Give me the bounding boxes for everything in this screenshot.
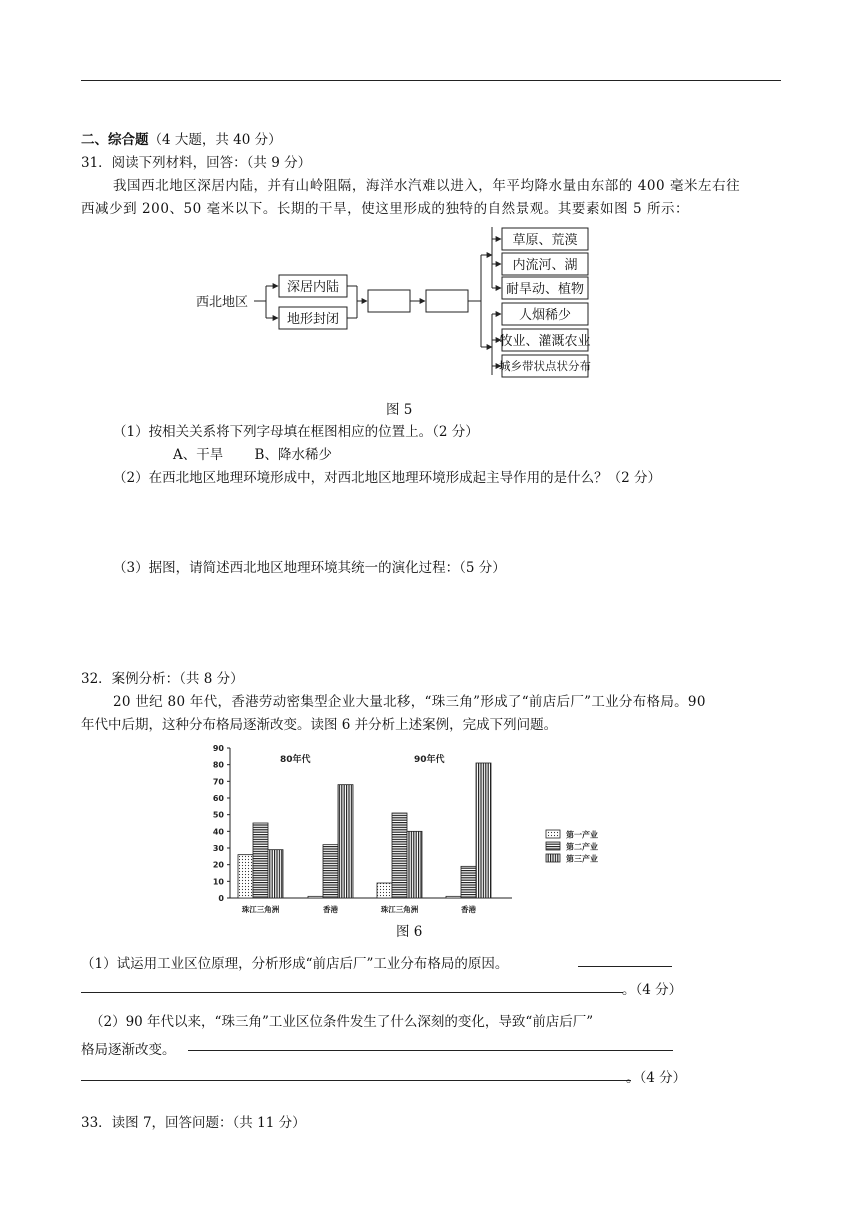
bar [308,896,323,898]
x-category-label: 珠江三角洲 [380,905,419,914]
bar [268,850,283,898]
diagram-result-5: 牧业、灌溉农业 [499,334,591,349]
q31-para-line1: 我国西北地区深居内陆，并有山岭阻隔，海洋水汽难以进入，年平均降水量由东部的 400 毫米左右往 [113,178,741,194]
q32-sub2-answer-line-b[interactable] [81,1080,631,1081]
diagram-cause-2: 地形封闭 [286,312,340,327]
q31-para-line2: 西减少到 200、50 毫米以下。长期的干旱，使这里形成的独特的自然景观。其要素如图 5 所示： [81,201,690,217]
x-category-label: 珠江三角洲 [241,905,280,914]
q32-sub1-score: 。（4 分） [622,982,683,998]
fig6-caption: 图 6 [396,924,423,940]
diagram-result-4: 人烟稀少 [518,308,572,323]
bar [446,896,461,898]
x-category-label: 香港 [461,905,476,914]
section-title-rest: （4 大题，共 40 分） [148,132,282,148]
diagram-result-2: 内流河、湖 [512,258,578,273]
q31-sub2: （2）在西北地区地理环境形成中，对西北地区地理环境形成起主导作用的是什么？（2 分） [113,470,661,486]
bar [253,823,268,898]
q32-para-line1: 20 世纪 80 年代，香港劳动密集型企业大量北移，“珠三角”形成了“前店后厂”工业分布格局。90 [113,694,706,710]
q33-title: 33．读图 7，回答问题：（共 11 分） [81,1115,306,1131]
y-tick-label: 30 [212,844,224,853]
diagram-result-3: 耐旱动、植物 [505,282,585,297]
y-tick-label: 50 [212,810,224,820]
x-category-label: 香港 [323,905,338,914]
fig5-caption: 图 5 [386,402,413,418]
y-tick-label: 0 [218,894,224,903]
diagram-result-1: 草原、荒漠 [512,233,578,248]
q32-para-line2: 年代中后期，这种分布格局逐渐改变。读图 6 并分析上述案例，完成下列问题。 [81,717,558,733]
diagram-result-6: 城乡带状点状分布 [499,359,591,373]
blank-box-1[interactable] [368,290,410,312]
q32-sub2-line2: 格局逐渐改变。 [81,1042,176,1058]
q31-title: 31．阅读下列材料，回答：（共 9 分） [81,155,312,171]
bar [238,855,253,898]
q31-sub1: （1）按相关关系将下列字母填在框图相应的位置上。（2 分） [113,424,479,440]
blank-box-2[interactable] [426,290,468,312]
q32-sub1-answer-line-b[interactable] [81,992,623,993]
legend-swatch [546,842,560,850]
y-tick-label: 10 [212,877,224,887]
bar [407,831,422,898]
legend-label: 第二产业 [566,842,598,852]
y-tick-label: 20 [212,860,224,870]
q32-sub2-score: 。（4 分） [626,1070,687,1086]
bar [476,763,491,898]
legend-swatch [546,854,560,862]
figure-5-diagram [190,220,600,385]
section-title-bold: 二、综合题 [81,132,149,148]
y-tick-label: 90 [212,744,224,753]
y-tick-label: 40 [212,827,224,837]
legend-swatch [546,830,560,838]
y-tick-label: 70 [212,777,224,787]
y-tick-label: 60 [212,794,224,803]
header-rule [81,80,781,81]
q32-sub1-answer-line-a[interactable] [578,966,672,967]
q32-sub1: （1）试运用工业区位原理，分析形成“前店后厂”工业分布格局的原因。 [81,956,509,972]
period-label: 90年代 [414,755,445,765]
q31-sub1-options: A、干旱 B、降水稀少 [173,447,332,463]
diagram-root: 西北地区 [196,295,249,310]
q32-sub2-answer-line-a[interactable] [188,1050,673,1051]
y-tick-label: 80 [212,760,224,770]
bar [392,813,407,898]
bar [323,845,338,898]
legend-label: 第三产业 [566,854,598,864]
bar [338,785,353,898]
bar [461,866,476,898]
figure-6-chart [190,738,630,918]
q31-sub3: （3）据图，请简述西北地区地理环境其统一的演化过程：（5 分） [113,560,506,576]
diagram-cause-1: 深居内陆 [286,280,340,295]
legend-label: 第一产业 [566,830,598,840]
q32-title: 32．案例分析：（共 8 分） [81,671,244,687]
period-label: 80年代 [280,755,311,765]
bar [377,883,392,898]
q32-sub2-line1: （2）90 年代以来，“珠三角”工业区位条件发生了什么深刻的变化，导致“前店后厂” [90,1014,594,1030]
section-title [81,128,282,148]
